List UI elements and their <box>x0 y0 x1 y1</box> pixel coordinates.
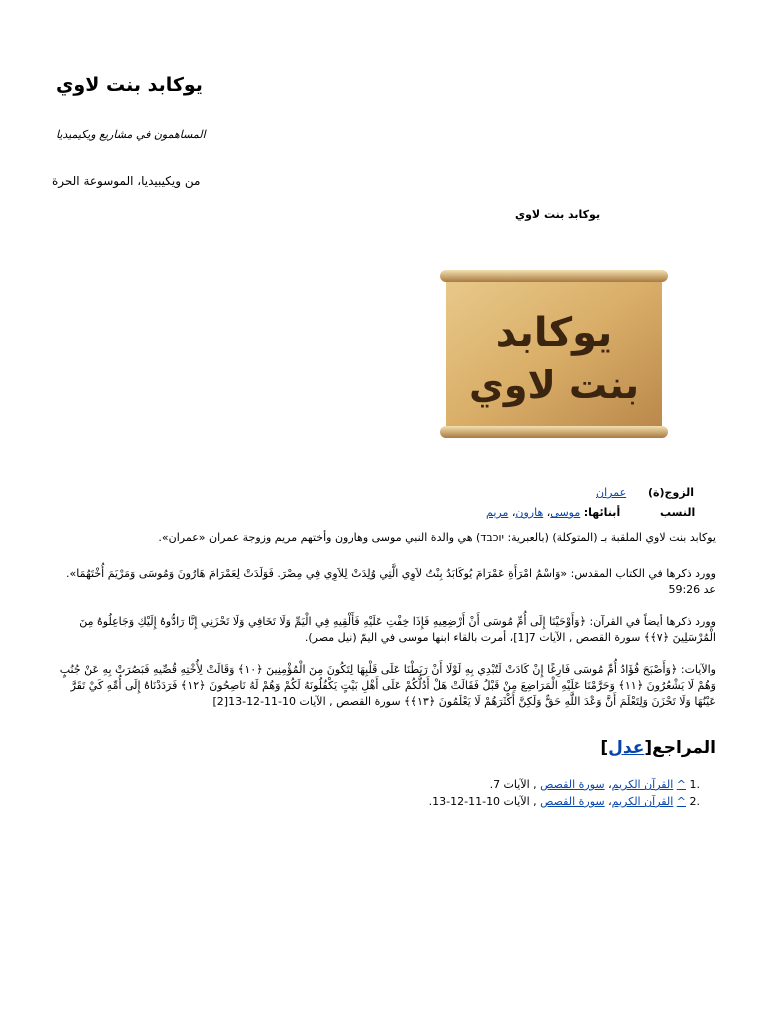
intro-paragraph: يوكابد بنت لاوي الملقبة بـ (المتوكلة) (بالعبرية: יוכבד) هي والدة النبي موسى وهارون وأختهم مريم وزوجة عمران «عمران». <box>158 531 716 544</box>
scroll-text-line2: بنت لاوي <box>469 363 639 407</box>
children-label: أبنائها: <box>583 506 621 519</box>
lineage-label: النسب <box>660 506 696 519</box>
child-link-maryam[interactable]: مريم <box>486 506 509 519</box>
ref-rest: , الآيات 7. <box>489 778 541 791</box>
ref-source-link[interactable]: القرآن الكريم <box>611 778 674 791</box>
ref-source-link[interactable]: القرآن الكريم <box>611 795 674 808</box>
child-link-harun[interactable]: هارون <box>515 506 544 519</box>
edit-link[interactable]: عدل <box>608 738 645 758</box>
children-row: أبنائها: موسى، هارون، مريم <box>486 506 621 519</box>
from-wikipedia-note: من ويكيبيديا، الموسوعة الحرة <box>52 174 201 188</box>
child-link-musa[interactable]: موسى <box>550 506 581 519</box>
quran-paragraph-2: والآيات: ﴿وَأَصْبَحَ فُؤَادُ أُمِّ مُوسَى فَارِغًا إِنْ كَادَتْ لَتُبْدِي بِهِ لَوْلَا أَنْ رَبَطْنَا عَلَى قَلْبِهَا لِتَكُونَ مِنَ الْمُؤْمِنِينَ ﴿١٠﴾ وَقَالَتْ لِأُخْتِهِ قُصِّيهِ فَبَصُرَتْ بِهِ عَنْ جُنُبٍ وَهُمْ لَا يَشْعُرُونَ ﴿١١﴾ وَحَرَّمْنَا عَلَيْهِ الْمَرَاضِعَ مِنْ قَبْلُ فَقَالَتْ هَلْ أَدُلُّكُمْ عَلَى أَهْلِ بَيْتٍ يَكْفُلُونَهُ لَكُمْ وَهُمْ لَهُ نَاصِحُونَ ﴿١٢﴾ فَرَدَدْنَاهُ إِلَى أُمِّهِ كَيْ تَقَرَّ عَيْنُهَا وَلَا تَحْزَنَ وَلِتَعْلَمَ أَنَّ وَعْدَ اللَّهِ حَقٌّ وَلَكِنَّ أَكْثَرَهُمْ لَا يَعْلَمُونَ ﴿١٣﴾﴾ سورة القصص , الآيات 10-11-12-13[2] <box>59 663 716 708</box>
ref-surah-link[interactable]: سورة القصص <box>540 795 605 808</box>
infobox-title: يوكابد بنت لاوي <box>515 208 601 221</box>
reference-item: .1 ^ القرآن الكريم، سورة القصص , الآيات 7. <box>489 778 700 791</box>
spouse-label: الزوج(ة) <box>648 486 695 499</box>
ref-rest: , الآيات 10-11-12-13. <box>428 795 541 808</box>
scroll-image <box>440 268 668 440</box>
quran-paragraph-1: وورد ذكرها أيضاً في القرآن: ﴿وَأَوْحَيْنَا إِلَى أُمِّ مُوسَى أَنْ أَرْضِعِيهِ فَإِذَا خِفْتِ عَلَيْهِ فَأَلْقِيهِ فِي الْيَمِّ وَلَا تَخَافِي وَلَا تَحْزَنِي إِنَّا رَادُّوهُ إِلَيْكِ وَجَاعِلُوهُ مِنَ الْمُرْسَلِينَ ﴿٧﴾﴾ سورة القصص , الآيات 7[1]، أمرت بالقاء ابنها موسى في اليمّ (نيل مصر). <box>79 615 716 644</box>
contributors-note: المساهمون في مشاريع ويكيميديا <box>56 128 206 141</box>
backref-caret[interactable]: ^ <box>676 795 686 808</box>
references-heading: المراجع[عدل] <box>600 738 716 758</box>
reference-item: .2 ^ القرآن الكريم، سورة القصص , الآيات 10-11-12-13. <box>428 795 700 808</box>
spouse-link[interactable]: عمران <box>596 486 627 499</box>
references-title: المراجع <box>652 738 716 758</box>
bible-paragraph: وورد ذكرها في الكتاب المقدس: «وَاسْمُ امْرَأَةِ عَمْرَامَ يُوكَابَدُ بِنْتُ لاَوِي الَّتِي وُلِدَتْ لِلاَوِي فِي مِصْرَ. فَوَلَدَتْ لِعَمْرَامَ هَارُونَ وَمُوسَى وَمَرْيَمَ أُخْتَهُمَا». عد 59:26 <box>66 567 716 596</box>
references-list <box>380 776 700 810</box>
scroll-text-line1: يوكابد <box>495 310 613 356</box>
page-title: يوكابد بنت لاوي <box>56 74 203 96</box>
backref-caret[interactable]: ^ <box>676 778 686 791</box>
ref-surah-link[interactable]: سورة القصص <box>540 778 605 791</box>
